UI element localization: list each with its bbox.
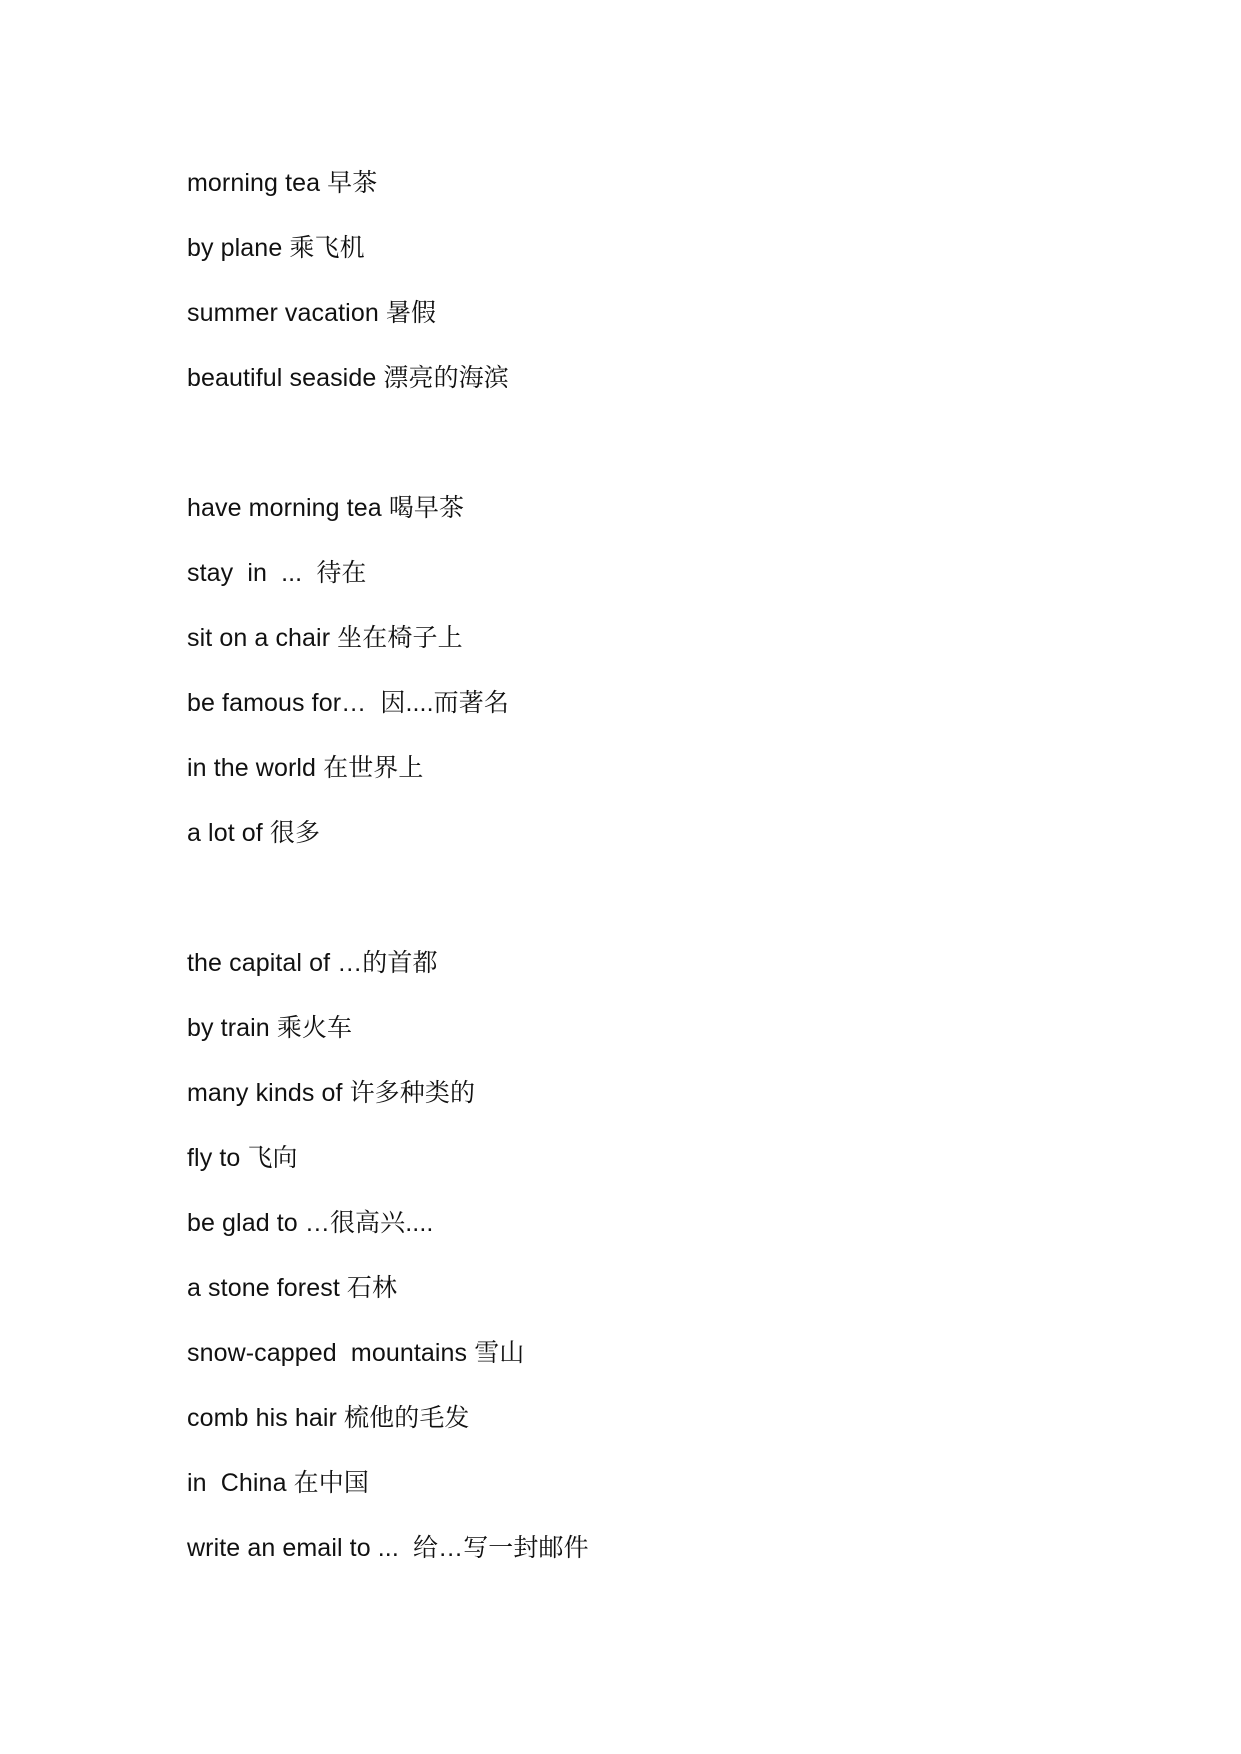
phrase-line: morning tea 早茶 xyxy=(187,169,378,197)
phrase-line: comb his hair 梳他的毛发 xyxy=(187,1404,470,1432)
phrase-line: by train 乘火车 xyxy=(187,1014,353,1042)
phrase-line: by plane 乘飞机 xyxy=(187,234,365,262)
phrase-line: a lot of 很多 xyxy=(187,819,321,847)
phrase-line: many kinds of 许多种类的 xyxy=(187,1079,476,1107)
phrase-line: be famous for… 因....而著名 xyxy=(187,689,509,717)
phrase-line: sit on a chair 坐在椅子上 xyxy=(187,624,463,652)
phrase-line: the capital of …的首都 xyxy=(187,949,438,977)
phrase-line: have morning tea 喝早茶 xyxy=(187,494,465,522)
phrase-line: snow-capped mountains 雪山 xyxy=(187,1339,525,1367)
phrase-line: beautiful seaside 漂亮的海滨 xyxy=(187,364,509,392)
phrase-line: be glad to …很高兴.... xyxy=(187,1209,434,1237)
phrase-line: summer vacation 暑假 xyxy=(187,299,437,327)
phrase-line: in China 在中国 xyxy=(187,1469,369,1497)
phrase-line: fly to 飞向 xyxy=(187,1144,298,1172)
phrase-line: in the world 在世界上 xyxy=(187,754,424,782)
phrase-line: write an email to ... 给…写一封邮件 xyxy=(187,1534,589,1562)
phrase-line: stay in ... 待在 xyxy=(187,559,367,587)
phrase-line: a stone forest 石林 xyxy=(187,1274,398,1302)
